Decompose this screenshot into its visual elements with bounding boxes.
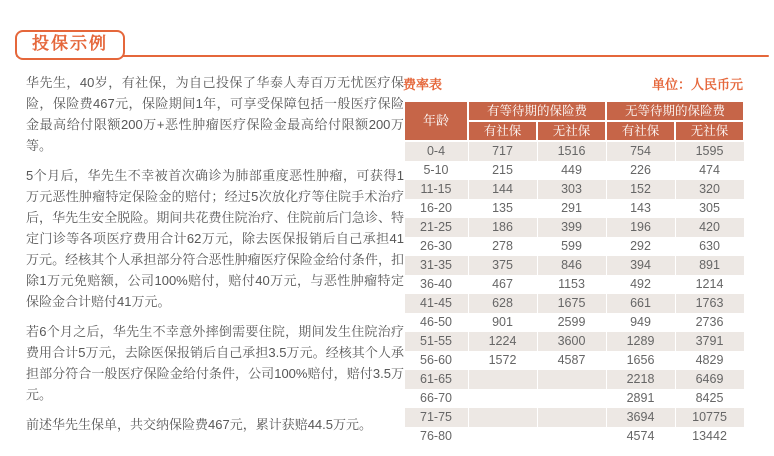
age-cell: 5-10	[404, 161, 468, 180]
rate-table-head	[404, 101, 744, 141]
premium-cell: 846	[537, 256, 606, 275]
table-row	[404, 332, 744, 351]
premium-cell	[468, 427, 537, 446]
header-row-groups	[404, 101, 744, 121]
age-cell: 16-20	[404, 199, 468, 218]
subheader-with-social: 有社保	[468, 121, 537, 141]
premium-cell	[537, 370, 606, 389]
premium-cell: 467	[468, 275, 537, 294]
premium-cell: 291	[537, 199, 606, 218]
table-row	[404, 389, 744, 408]
section-title-box	[15, 30, 125, 60]
premium-cell	[537, 408, 606, 427]
premium-cell: 215	[468, 161, 537, 180]
premium-cell: 891	[675, 256, 744, 275]
premium-cell: 1224	[468, 332, 537, 351]
premium-cell: 599	[537, 237, 606, 256]
premium-cell: 1763	[675, 294, 744, 313]
premium-cell: 1214	[675, 275, 744, 294]
premium-cell: 474	[675, 161, 744, 180]
age-cell: 31-35	[404, 256, 468, 275]
premium-cell: 901	[468, 313, 537, 332]
premium-cell: 2599	[537, 313, 606, 332]
premium-cell: 8425	[675, 389, 744, 408]
premium-cell: 186	[468, 218, 537, 237]
premium-cell	[468, 389, 537, 408]
table-row	[404, 351, 744, 370]
age-cell: 36-40	[404, 275, 468, 294]
rate-table-caption: 费率表	[403, 77, 443, 92]
col-header-age: 年龄	[404, 101, 468, 141]
age-cell: 66-70	[404, 389, 468, 408]
table-row	[404, 275, 744, 294]
premium-cell	[468, 408, 537, 427]
subheader-without-social: 无社保	[675, 121, 744, 141]
page-title: 投保示例	[32, 34, 108, 53]
premium-cell: 10775	[675, 408, 744, 427]
table-row	[404, 370, 744, 389]
premium-cell: 754	[606, 141, 675, 161]
premium-cell: 320	[675, 180, 744, 199]
age-cell: 46-50	[404, 313, 468, 332]
col-header-with-waiting-period: 有等待期的保险费	[468, 101, 606, 121]
premium-cell: 1153	[537, 275, 606, 294]
premium-cell: 2218	[606, 370, 675, 389]
premium-cell: 144	[468, 180, 537, 199]
table-row	[404, 408, 744, 427]
premium-cell: 630	[675, 237, 744, 256]
premium-cell: 4829	[675, 351, 744, 370]
premium-cell: 1675	[537, 294, 606, 313]
age-cell: 41-45	[404, 294, 468, 313]
age-cell: 21-25	[404, 218, 468, 237]
table-row	[404, 180, 744, 199]
premium-cell: 375	[468, 256, 537, 275]
case-paragraph: 华先生，40岁，有社保，为自己投保了华泰人寿百万无忧医疗保险，保险费467元，保险期间1年，可享受保障包括一般医疗保险金最高给付限额200万+恶性肿瘤医疗保险金最高给付限额200万等。	[26, 75, 404, 153]
rate-table-section	[403, 74, 743, 446]
premium-cell: 278	[468, 237, 537, 256]
age-cell: 61-65	[404, 370, 468, 389]
premium-cell: 292	[606, 237, 675, 256]
table-row	[404, 141, 744, 161]
table-row	[404, 294, 744, 313]
rate-table	[403, 100, 745, 446]
premium-cell: 1572	[468, 351, 537, 370]
col-header-without-waiting-period: 无等待期的保险费	[606, 101, 744, 121]
premium-cell: 13442	[675, 427, 744, 446]
premium-cell: 303	[537, 180, 606, 199]
case-description	[26, 72, 404, 444]
rate-table-unit-label: 单位：人民币元	[651, 77, 743, 92]
premium-cell: 399	[537, 218, 606, 237]
age-cell: 76-80	[404, 427, 468, 446]
premium-cell: 135	[468, 199, 537, 218]
premium-cell: 1516	[537, 141, 606, 161]
premium-cell: 3600	[537, 332, 606, 351]
premium-cell: 2891	[606, 389, 675, 408]
premium-cell: 420	[675, 218, 744, 237]
premium-cell	[537, 389, 606, 408]
table-row	[404, 199, 744, 218]
premium-cell: 152	[606, 180, 675, 199]
subheader-without-social: 无社保	[537, 121, 606, 141]
premium-cell: 3791	[675, 332, 744, 351]
premium-cell: 2736	[675, 313, 744, 332]
age-cell: 56-60	[404, 351, 468, 370]
case-paragraph: 前述华先生保单，共交纳保险费467元，累计获赔44.5万元。	[26, 417, 372, 432]
premium-cell: 4587	[537, 351, 606, 370]
premium-cell: 717	[468, 141, 537, 161]
rate-table-body	[404, 141, 744, 446]
premium-cell: 3694	[606, 408, 675, 427]
premium-cell: 226	[606, 161, 675, 180]
premium-cell: 6469	[675, 370, 744, 389]
age-cell: 26-30	[404, 237, 468, 256]
premium-cell: 143	[606, 199, 675, 218]
premium-cell: 196	[606, 218, 675, 237]
case-paragraph: 若6个月之后，华先生不幸意外摔倒需要住院，期间发生住院治疗费用合计5万元，去除医保报销后自己承担3.5万元。经核其个人承担部分符合一般医疗保险金给付条件，公司100%赔付，赔付3.5万元。	[26, 324, 404, 402]
case-paragraph: 5个月后，华先生不幸被首次确诊为肺部重度恶性肿瘤，可获得1万元恶性肿瘤特定保险金的赔付；经过5次放化疗等住院手术治疗后，华先生安全脱险。期间共花费住院治疗、住院前后门急诊、特定门诊等各项医疗费用合计62万元，除去医保报销后自己承担41万元。经核其个人承担部分符合恶性肿瘤医疗保险金给付条件，扣除1万元免赔额，公司100%赔付，赔付40万元，与恶性肿瘤特定保险金合计赔付41万元。	[26, 168, 404, 309]
age-cell: 71-75	[404, 408, 468, 427]
premium-cell: 4574	[606, 427, 675, 446]
table-row	[404, 218, 744, 237]
table-row	[404, 427, 744, 446]
table-row	[404, 256, 744, 275]
rate-table-caption-row	[403, 74, 743, 93]
premium-cell: 1595	[675, 141, 744, 161]
age-cell: 51-55	[404, 332, 468, 351]
premium-cell: 661	[606, 294, 675, 313]
premium-cell: 305	[675, 199, 744, 218]
premium-cell: 449	[537, 161, 606, 180]
table-row	[404, 313, 744, 332]
premium-cell: 394	[606, 256, 675, 275]
subheader-with-social: 有社保	[606, 121, 675, 141]
age-cell: 11-15	[404, 180, 468, 199]
premium-cell: 492	[606, 275, 675, 294]
premium-cell: 949	[606, 313, 675, 332]
premium-cell: 1656	[606, 351, 675, 370]
premium-cell	[537, 427, 606, 446]
age-cell: 0-4	[404, 141, 468, 161]
header-rule	[16, 55, 769, 57]
table-row	[404, 161, 744, 180]
premium-cell	[468, 370, 537, 389]
premium-cell: 1289	[606, 332, 675, 351]
table-row	[404, 237, 744, 256]
premium-cell: 628	[468, 294, 537, 313]
